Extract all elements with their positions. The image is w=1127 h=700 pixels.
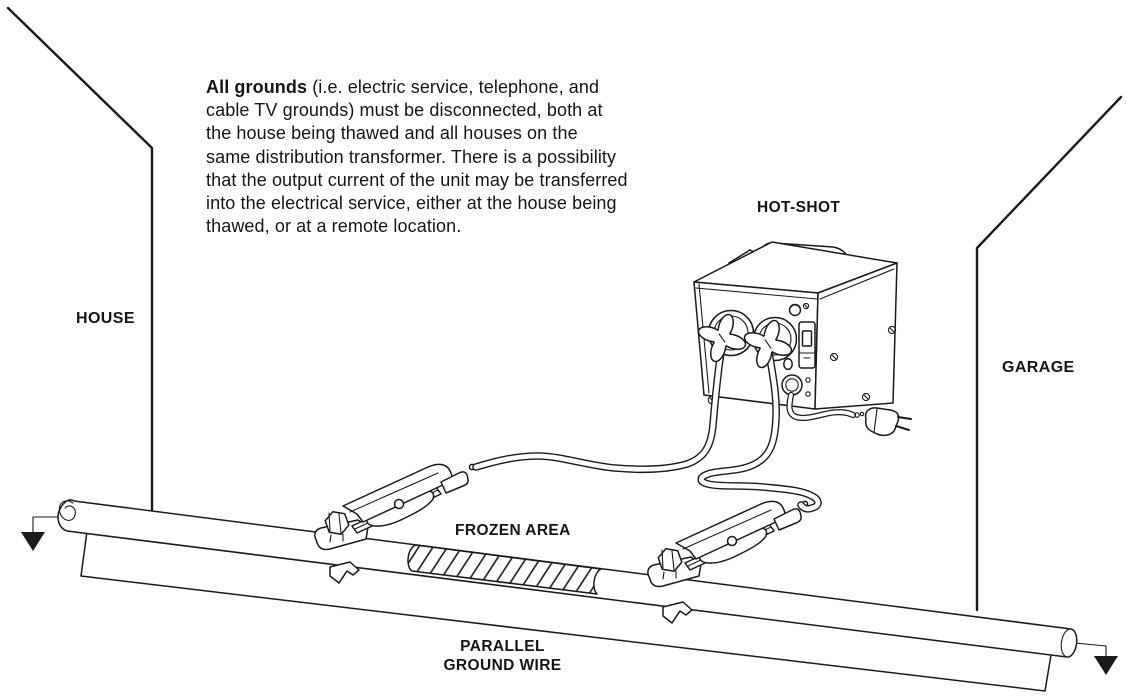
warning-line: into the electrical service, either at the house being (206, 193, 617, 214)
warning-line: All grounds (i.e. electric service, telephone, and (206, 77, 600, 97)
parallel-ground-wire-label: PARALLEL GROUND WIRE (443, 638, 562, 674)
house-wall (8, 8, 152, 511)
output-cable-left (476, 352, 721, 469)
ground-clamp-left (315, 464, 475, 549)
power-plug (866, 408, 911, 436)
ground-clamp-right (648, 501, 808, 586)
garage-label: GARAGE (1002, 359, 1075, 376)
warning-line: that the output current of the unit may be transferred (206, 169, 628, 190)
warning-line: cable TV grounds) must be disconnected, both at (206, 100, 603, 121)
hot-shot-label: HOT-SHOT (757, 199, 841, 216)
power-switch (799, 322, 815, 368)
cord-grommet (782, 375, 802, 395)
warning-line: the house being thawed and all houses on the (206, 123, 578, 144)
grounds-warning-text (206, 76, 628, 238)
garage-wall (977, 97, 1121, 610)
house-label: HOUSE (76, 310, 135, 327)
warning-line: thawed, or at a remote location. (206, 216, 462, 237)
warning-line: same distribution transformer. There is a possibility (206, 146, 617, 167)
right-continuation-arrow (1075, 643, 1118, 675)
frozen-area-label: FROZEN AREA (455, 522, 571, 539)
